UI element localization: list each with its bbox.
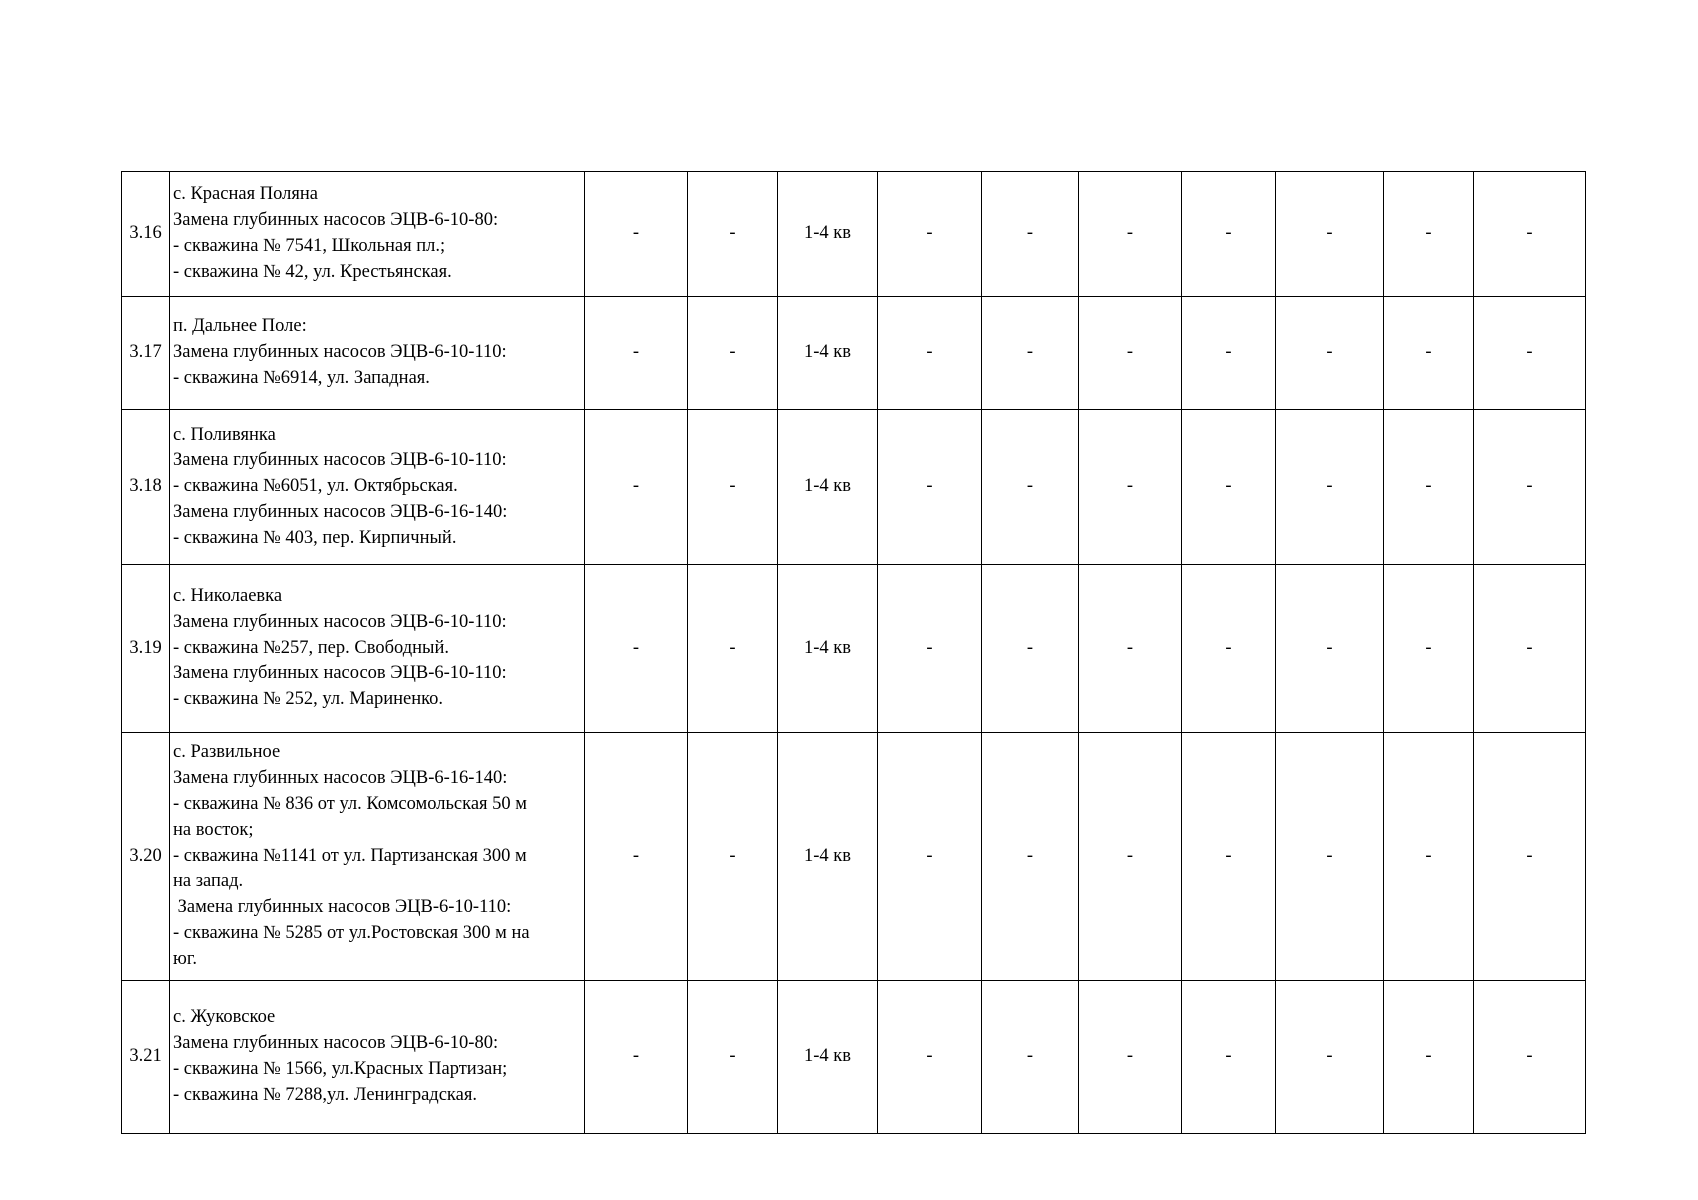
description-line: Замена глубинных насосов ЭЦВ-6-10-110:	[173, 663, 507, 684]
description-line: на запад.	[173, 871, 244, 892]
value-cell: -	[1384, 981, 1474, 1134]
period-cell: 1-4 кв	[778, 172, 878, 297]
value-cell: -	[1079, 410, 1182, 565]
table-body	[122, 172, 1586, 1134]
description-line: с. Николаевка	[173, 586, 283, 606]
value-cell: -	[1079, 733, 1182, 981]
value-cell: -	[1384, 297, 1474, 410]
value-cell: -	[1182, 172, 1276, 297]
table-row	[122, 172, 1586, 297]
works-schedule-table	[121, 171, 1586, 1134]
description-line: Замена глубинных насосов ЭЦВ-6-16-140:	[173, 768, 508, 789]
description-line: юг.	[173, 948, 197, 969]
value-cell: -	[1079, 172, 1182, 297]
description-line: - скважина №6051, ул. Октябрьская.	[173, 476, 458, 497]
value-cell: -	[688, 297, 778, 410]
description-line: с. Жуковское	[173, 1007, 276, 1028]
work-description	[170, 733, 585, 981]
period-cell: 1-4 кв	[778, 981, 878, 1134]
work-description	[170, 981, 585, 1134]
value-cell: -	[878, 172, 982, 297]
value-cell: -	[982, 172, 1079, 297]
value-cell: -	[585, 981, 688, 1134]
value-cell: -	[1182, 565, 1276, 733]
row-number: 3.20	[122, 733, 170, 981]
description-line: на восток;	[173, 819, 254, 840]
value-cell: -	[982, 981, 1079, 1134]
value-cell: -	[878, 981, 982, 1134]
description-line: - скважина №6914, ул. Западная.	[173, 367, 430, 388]
description-line: - скважина № 5285 от ул.Ростовская 300 м на	[173, 922, 530, 943]
work-description	[170, 565, 585, 733]
value-cell: -	[1276, 565, 1384, 733]
table-row	[122, 565, 1586, 733]
value-cell: -	[585, 410, 688, 565]
description-line: с. Развильное	[173, 742, 281, 763]
value-cell: -	[878, 565, 982, 733]
value-cell: -	[1276, 410, 1384, 565]
value-cell: -	[1474, 297, 1586, 410]
value-cell: -	[1384, 410, 1474, 565]
value-cell: -	[1276, 172, 1384, 297]
description-line: - скважина № 403, пер. Кирпичный.	[173, 527, 457, 548]
value-cell: -	[982, 733, 1079, 981]
value-cell: -	[585, 565, 688, 733]
value-cell: -	[688, 733, 778, 981]
value-cell: -	[1182, 733, 1276, 981]
value-cell: -	[1079, 981, 1182, 1134]
value-cell: -	[1079, 565, 1182, 733]
description-line: Замена глубинных насосов ЭЦВ-6-10-110:	[173, 450, 507, 471]
value-cell: -	[1182, 297, 1276, 410]
value-cell: -	[1182, 981, 1276, 1134]
value-cell: -	[1474, 565, 1586, 733]
value-cell: -	[982, 410, 1079, 565]
value-cell: -	[1384, 172, 1474, 297]
value-cell: -	[878, 297, 982, 410]
value-cell: -	[688, 172, 778, 297]
row-number: 3.17	[122, 297, 170, 410]
work-description	[170, 297, 585, 410]
work-description	[170, 172, 585, 297]
description-line: Замена глубинных насосов ЭЦВ-6-10-110:	[173, 897, 512, 918]
value-cell: -	[585, 297, 688, 410]
value-cell: -	[1276, 981, 1384, 1134]
period-cell: 1-4 кв	[778, 297, 878, 410]
description-line: - скважина № 42, ул. Крестьянская.	[173, 261, 452, 282]
row-number: 3.16	[122, 172, 170, 297]
value-cell: -	[982, 565, 1079, 733]
description-line: - скважина № 7541, Школьная пл.;	[173, 236, 446, 256]
value-cell: -	[1474, 410, 1586, 565]
value-cell: -	[1079, 297, 1182, 410]
value-cell: -	[1474, 733, 1586, 981]
description-line: - скважина № 1566, ул.Красных Партизан;	[173, 1059, 508, 1079]
table-row	[122, 733, 1586, 981]
value-cell: -	[982, 297, 1079, 410]
value-cell: -	[688, 565, 778, 733]
row-number: 3.18	[122, 410, 170, 565]
period-cell: 1-4 кв	[778, 565, 878, 733]
value-cell: -	[688, 981, 778, 1134]
value-cell: -	[878, 410, 982, 565]
row-number: 3.19	[122, 565, 170, 733]
table-row	[122, 410, 1586, 565]
value-cell: -	[1276, 297, 1384, 410]
description-line: п. Дальнее Поле:	[173, 316, 307, 337]
description-line: Замена глубинных насосов ЭЦВ-6-10-110:	[173, 611, 507, 632]
description-line: - скважина № 252, ул. Мариненко.	[173, 689, 444, 710]
description-line: Замена глубинных насосов ЭЦВ-6-16-140:	[173, 501, 508, 522]
value-cell: -	[1182, 410, 1276, 565]
description-line: с. Красная Поляна	[173, 184, 318, 205]
description-line: - скважина №257, пер. Свободный.	[173, 637, 449, 658]
description-line: - скважина № 836 от ул. Комсомольская 50 м	[173, 794, 528, 814]
description-line: Замена глубинных насосов ЭЦВ-6-10-80:	[173, 1033, 499, 1054]
value-cell: -	[585, 172, 688, 297]
value-cell: -	[585, 733, 688, 981]
period-cell: 1-4 кв	[778, 733, 878, 981]
row-number: 3.21	[122, 981, 170, 1134]
value-cell: -	[878, 733, 982, 981]
period-cell: 1-4 кв	[778, 410, 878, 565]
value-cell: -	[1276, 733, 1384, 981]
description-line: - скважина № 7288,ул. Ленинградская.	[173, 1084, 477, 1105]
description-line: - скважина №1141 от ул. Партизанская 300 м	[173, 845, 527, 866]
table-row	[122, 981, 1586, 1134]
description-line: Замена глубинных насосов ЭЦВ-6-10-110:	[173, 342, 507, 363]
value-cell: -	[1474, 172, 1586, 297]
description-line: с. Поливянка	[173, 424, 276, 445]
value-cell: -	[1384, 733, 1474, 981]
table-row	[122, 297, 1586, 410]
work-description	[170, 410, 585, 565]
description-line: Замена глубинных насосов ЭЦВ-6-10-80:	[173, 210, 499, 231]
value-cell: -	[688, 410, 778, 565]
value-cell: -	[1474, 981, 1586, 1134]
value-cell: -	[1384, 565, 1474, 733]
